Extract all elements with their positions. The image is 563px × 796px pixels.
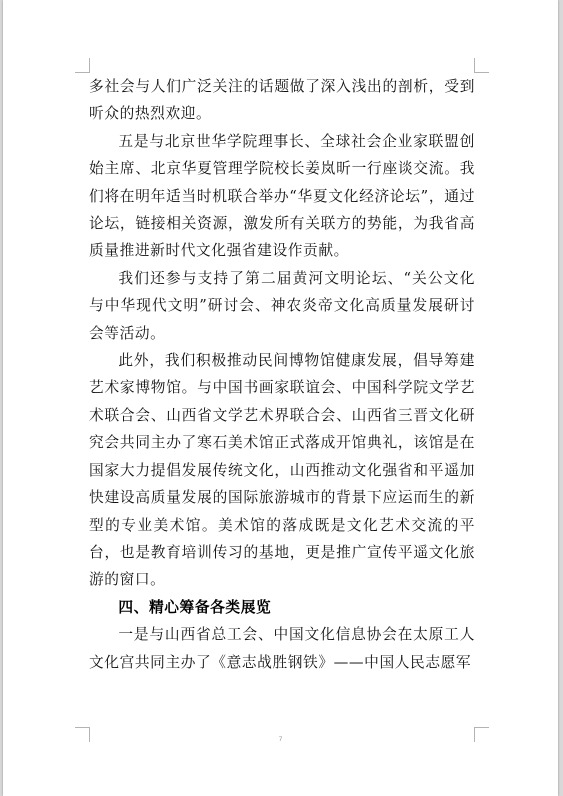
- paragraph-fifth-item: 五是与北京世华学院理事长、全球社会企业家联盟创始主席、北京华夏管理学院校长姜岚昕一行座谈交流。我们将在明年适当时机联合举办“华夏文化经济论坛”，通过论坛，链接相关资源，激发所有关联方的势能，为我省高质量推进新时代文化强省建设作贡献。: [89, 132, 475, 260]
- paragraph-museum: 此外，我们积极推动民间博物馆健康发展，倡导筹建艺术家博物馆。与中国书画家联谊会、中国科学院文学艺术联合会、山西省文学艺术界联合会、山西省三晋文化研究会共同主办了寒石美术馆正式落成开馆典礼，该馆是在国家大力提倡发展传统文化，山西推动文化强省和平遥加快建设高质量发展的国际旅游城市的背景下应运而生的新型的专业美术馆。美术馆的落成既是文化艺术交流的平台，也是教育培训传习的基地，更是推广宣传平遥文化旅游的窗口。: [89, 352, 475, 589]
- crop-mark-top-left: [75, 58, 90, 73]
- crop-mark-top-right: [474, 58, 489, 73]
- section-heading: 四、精心筹备各类展览: [118, 598, 272, 616]
- page-number: 7: [278, 736, 283, 743]
- document-page: [3, 0, 558, 796]
- paragraph-exhibition: 一是与山西省总工会、中国文化信息协会在太原工人文化宫共同主办了《意志战胜钢铁》——中国人民志愿军: [89, 626, 475, 671]
- paragraph-forums: 我们还参与支持了第二届黄河文明论坛、“关公文化与中华现代文明”研讨会、神农炎帝文化高质量发展研讨会等活动。: [89, 269, 475, 342]
- document-body[interactable]: [89, 73, 475, 676]
- paragraph-continuation: 多社会与人们广泛关注的话题做了深入浅出的剖析，受到听众的热烈欢迎。: [89, 78, 475, 123]
